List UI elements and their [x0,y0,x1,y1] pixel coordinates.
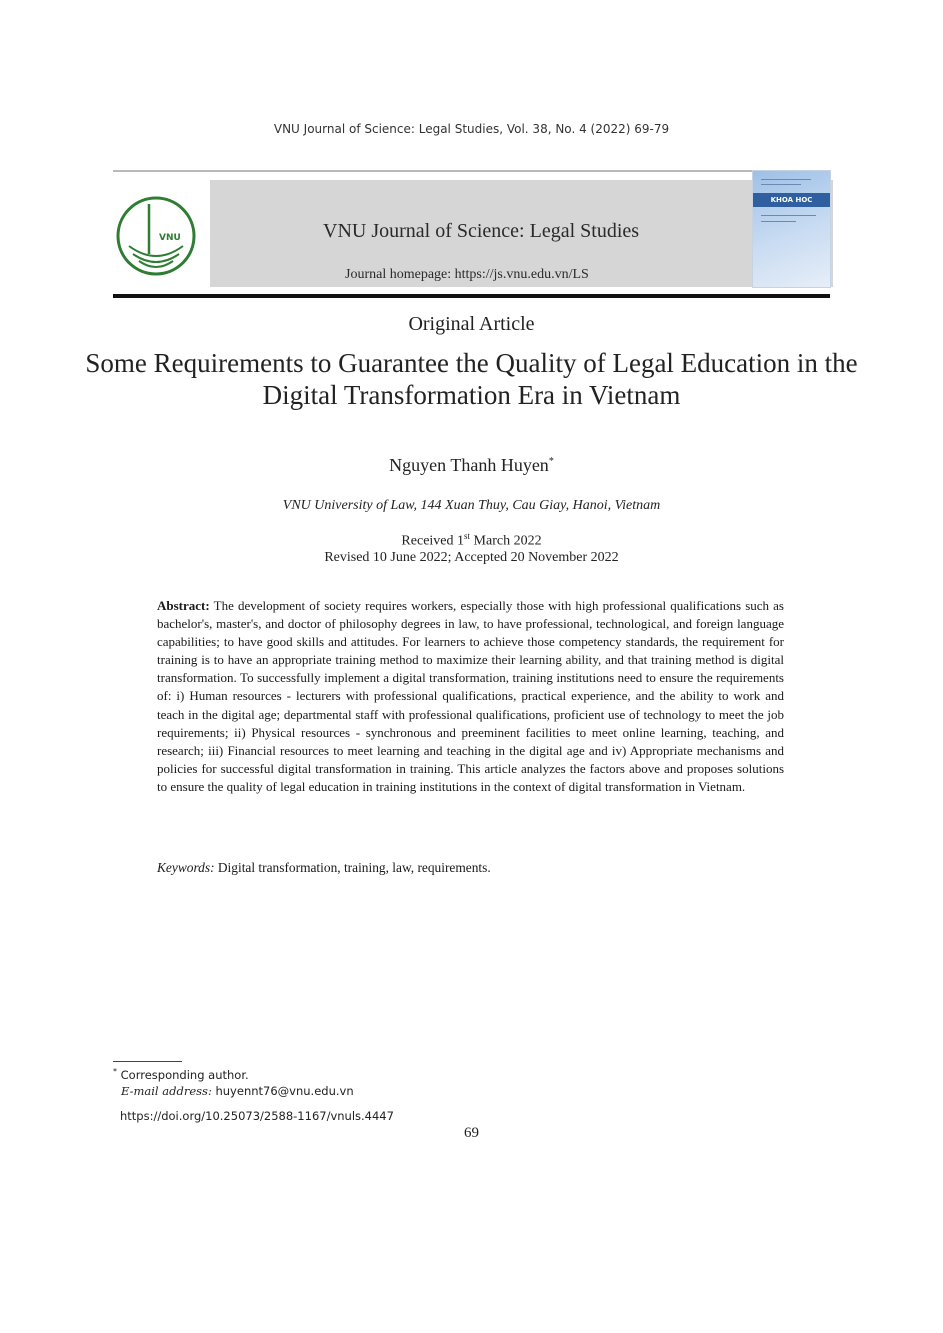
banner-bottom-rule [113,294,830,298]
doi-link[interactable]: https://doi.org/10.25073/2588-1167/vnuls.4447 [120,1109,394,1123]
footnote-rule [113,1061,182,1062]
cover-band: KHOA HOC [753,193,830,207]
revised-accepted-date: Revised 10 June 2022; Accepted 20 November 2022 [324,550,619,565]
banner-top-rule [113,170,830,172]
journal-banner [113,170,830,298]
article-type: Original Article [408,313,535,335]
received-date [0,531,943,550]
abstract-text: The development of society requires workers, especially those with high professional qualifications such as bachelor's, master's, and doctor of philosophy degrees in law, to have professional, technological, and foreign language capabilities; to have good skills and attitudes. For learners to achieve those competency standards, the requirement for training is to have an appropriate training method to maximize their learning ability, and that training method is digital transformation. To successfully implement a digital transformation, training institutions need to ensure the requirements of: i) Human resources - lecturers with professional qualifications, practical experience, and the ability to work and teach in the digital age; departmental staff with professional qualifications, proficient use of technology to meet the job requirements; ii) Physical resources - synchronous and preeminent facilities to meet online learning, teaching, and research; iii) Financial resources to meet learning and teaching in the digital age and iv) Appropriate mechanisms and policies for successful digital transformation in training. This article analyzes the factors above and proposes solutions to ensure the quality of legal education in training institutions in the context of digital transformation in Vietnam. [157,598,784,794]
abstract-label: Abstract: [157,598,210,613]
received-suffix: March 2022 [470,533,542,549]
cover-line [761,179,811,180]
journal-title: VNU Journal of Science: Legal Studies [323,220,640,242]
page-number: 69 [464,1125,479,1141]
abstract [157,597,784,796]
cover-line [761,184,801,185]
journal-homepage: Journal homepage: https://js.vnu.edu.vn/LS [345,267,589,282]
received-prefix: Received 1 [401,533,465,549]
email-label: E-mail address: [121,1084,212,1098]
vnu-logo-icon [113,182,209,290]
footnote-email [121,1084,354,1098]
footnote-corresponding [113,1067,249,1082]
affiliation: VNU University of Law, 144 Xuan Thuy, Cau Giay, Hanoi, Vietnam [282,498,661,513]
author-name: Nguyen Thanh Huyen [389,455,549,475]
footnote-mark: * [113,1067,117,1076]
received-sup: st [464,531,471,541]
journal-cover-image [752,170,831,288]
paper-title: Some Requirements to Guarantee the Quality of Legal Education in the Digital Transformation Era in Vietnam [85,348,858,410]
keywords [157,860,784,876]
author-mark: * [548,456,554,467]
running-head: VNU Journal of Science: Legal Studies, Vol. 38, No. 4 (2022) 69-79 [273,122,670,136]
corresponding-text: Corresponding author. [120,1067,249,1082]
author [0,455,943,476]
cover-line [761,221,796,222]
email-link[interactable]: huyennt76@vnu.edu.vn [215,1084,354,1098]
logo-text: VNU [159,233,181,243]
cover-line [761,215,816,216]
keywords-text: Digital transformation, training, law, requirements. [217,860,491,875]
keywords-label: Keywords: [157,860,215,875]
